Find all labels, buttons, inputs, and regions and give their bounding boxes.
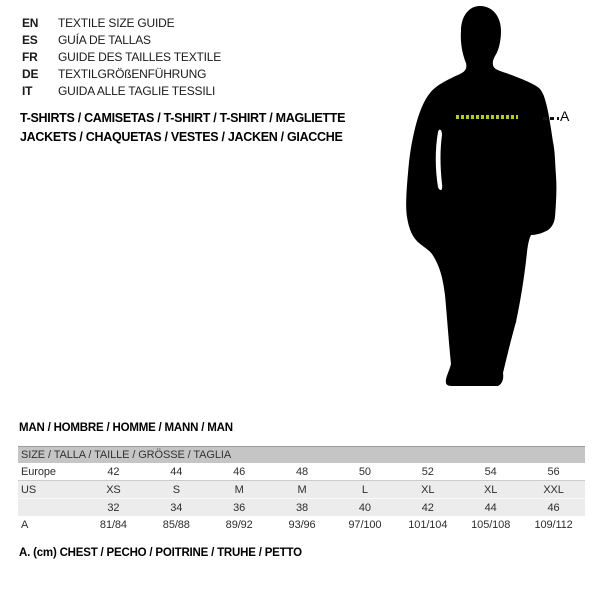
size-cell: 52	[396, 463, 459, 481]
language-code: EN	[22, 16, 39, 30]
language-row-fr	[22, 49, 221, 66]
language-title: TEXTILE SIZE GUIDE	[58, 16, 175, 30]
chest-measure-leader	[543, 117, 559, 120]
size-table	[18, 446, 585, 533]
size-cell: XL	[459, 481, 522, 499]
language-code: DE	[22, 67, 39, 81]
size-cell: 38	[271, 499, 334, 517]
size-cell: 40	[334, 499, 397, 517]
size-cell: 85/88	[145, 516, 208, 533]
size-table-header: SIZE / TALLA / TAILLE / GRÖSSE / TAGLIA	[18, 447, 585, 464]
man-silhouette	[405, 4, 570, 390]
size-cell: 54	[459, 463, 522, 481]
size-cell: 42	[82, 463, 145, 481]
size-cell: 89/92	[208, 516, 271, 533]
size-cell: 101/104	[396, 516, 459, 533]
language-title: TEXTILGRÖßENFÜHRUNG	[58, 67, 207, 81]
language-title: GUÍA DE TALLAS	[58, 33, 151, 47]
row-label	[18, 499, 82, 517]
language-row-en	[22, 15, 221, 32]
language-title: GUIDA ALLE TAGLIE TESSILI	[58, 84, 216, 98]
table-row-europe	[18, 463, 585, 481]
size-cell: 32	[82, 499, 145, 517]
row-label: Europe	[18, 463, 82, 481]
size-cell: S	[145, 481, 208, 499]
size-cell: M	[208, 481, 271, 499]
chest-measure-dashes	[456, 115, 518, 119]
size-table-header-row	[18, 447, 585, 464]
size-cell: XXL	[522, 481, 585, 499]
table-row-us-numeric	[18, 499, 585, 517]
size-cell: 48	[271, 463, 334, 481]
size-cell: L	[334, 481, 397, 499]
measurement-footnote: A. (cm) CHEST / PECHO / POITRINE / TRUHE / PETTO	[19, 547, 302, 559]
table-row-us	[18, 481, 585, 499]
size-cell: 46	[208, 463, 271, 481]
section-title-man: MAN / HOMBRE / HOMME / MANN / MAN	[19, 422, 233, 434]
size-cell: 81/84	[82, 516, 145, 533]
garment-type-block	[20, 109, 345, 147]
man-silhouette-figure	[405, 4, 570, 390]
size-cell: 36	[208, 499, 271, 517]
size-cell: 34	[145, 499, 208, 517]
row-label: US	[18, 481, 82, 499]
size-cell: 46	[522, 499, 585, 517]
size-cell: 93/96	[271, 516, 334, 533]
size-cell: XS	[82, 481, 145, 499]
language-row-de	[22, 66, 221, 83]
language-code: FR	[22, 50, 38, 64]
size-cell: 109/112	[522, 516, 585, 533]
size-cell: 44	[459, 499, 522, 517]
language-title: GUIDE DES TAILLES TEXTILE	[58, 50, 222, 64]
size-cell: 97/100	[334, 516, 397, 533]
language-row-es	[22, 32, 221, 49]
language-title-list	[22, 15, 221, 100]
table-row-chest-cm	[18, 516, 585, 533]
garment-line-tshirts: T-SHIRTS / CAMISETAS / T-SHIRT / T-SHIRT / MAGLIETTE	[20, 111, 346, 125]
size-cell: 56	[522, 463, 585, 481]
row-label: A	[18, 516, 82, 533]
size-cell: M	[271, 481, 334, 499]
language-code: IT	[22, 84, 33, 98]
size-cell: 50	[334, 463, 397, 481]
size-cell: 105/108	[459, 516, 522, 533]
language-row-it	[22, 83, 221, 100]
size-cell: 42	[396, 499, 459, 517]
language-code: ES	[22, 33, 38, 47]
size-cell: XL	[396, 481, 459, 499]
size-cell: 44	[145, 463, 208, 481]
chest-measure-label: A	[560, 108, 570, 124]
garment-line-jackets: JACKETS / CHAQUETAS / VESTES / JACKEN / GIACCHE	[20, 130, 343, 144]
